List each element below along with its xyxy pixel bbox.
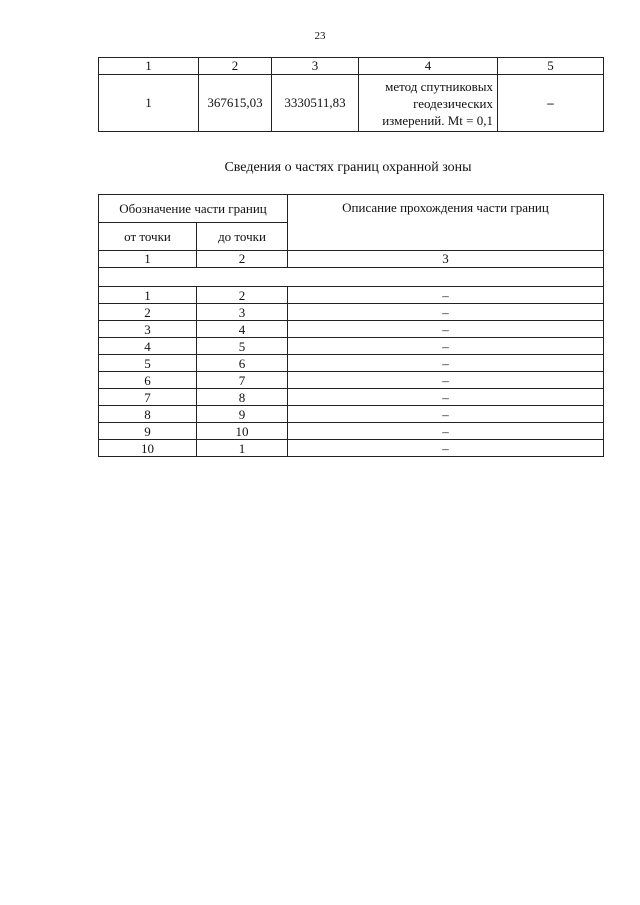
from-point-cell: 6 [99,372,197,389]
column-number-cell: 2 [199,58,272,75]
description-cell: – [288,304,604,321]
table-row [99,423,604,440]
header-row [99,195,604,223]
to-point-cell: 8 [197,389,288,406]
blank-row [99,268,604,287]
table-row [99,321,604,338]
column-number-cell: 1 [99,251,197,268]
column-5-cell: – [498,75,604,132]
from-point-cell: 1 [99,287,197,304]
header-group-cell: Обозначение части границ [99,195,288,223]
from-point-cell: 4 [99,338,197,355]
boundary-parts-table [98,194,604,457]
to-point-cell: 4 [197,321,288,338]
point-number-cell: 1 [99,75,199,132]
method-line: геодезических [413,95,493,111]
section-title: Сведения о частях границ охранной зоны [224,160,472,175]
coordinates-table [98,57,604,132]
to-point-cell: 2 [197,287,288,304]
table-row [99,406,604,423]
page-number: 23 [314,30,326,42]
header-description-cell: Описание прохождения части границ [288,195,604,251]
x-coordinate-cell: 367615,03 [199,75,272,132]
from-point-cell: 10 [99,440,197,457]
table-row [99,440,604,457]
from-point-cell: 3 [99,321,197,338]
method-line: измерений. Mt = 0,1 [382,112,493,128]
table-row [99,338,604,355]
to-point-cell: 1 [197,440,288,457]
table-row [99,389,604,406]
from-point-cell: 9 [99,423,197,440]
method-line: метод спутниковых [385,78,493,94]
to-point-cell: 5 [197,338,288,355]
blank-cell [99,268,604,287]
column-number-cell: 3 [288,251,604,268]
column-number-row [99,251,604,268]
column-number-cell: 2 [197,251,288,268]
description-cell: – [288,389,604,406]
description-cell: – [288,423,604,440]
description-cell: – [288,372,604,389]
from-point-cell: 5 [99,355,197,372]
table-row [99,304,604,321]
description-cell: – [288,338,604,355]
to-point-cell: 3 [197,304,288,321]
header-to-cell: до точки [197,223,288,251]
to-point-cell: 6 [197,355,288,372]
table-row [99,355,604,372]
from-point-cell: 8 [99,406,197,423]
column-number-cell: 3 [272,58,359,75]
description-cell: – [288,440,604,457]
to-point-cell: 10 [197,423,288,440]
description-cell: – [288,355,604,372]
column-number-cell: 1 [99,58,199,75]
table-row [99,372,604,389]
from-point-cell: 2 [99,304,197,321]
coordinates-header-row [99,58,604,75]
table-row [99,287,604,304]
column-number-cell: 4 [359,58,498,75]
from-point-cell: 7 [99,389,197,406]
header-from-cell: от точки [99,223,197,251]
description-cell: – [288,287,604,304]
table-row [99,75,604,132]
y-coordinate-cell: 3330511,83 [272,75,359,132]
description-cell: – [288,406,604,423]
to-point-cell: 9 [197,406,288,423]
column-number-cell: 5 [498,58,604,75]
description-cell: – [288,321,604,338]
to-point-cell: 7 [197,372,288,389]
method-cell [359,75,498,132]
